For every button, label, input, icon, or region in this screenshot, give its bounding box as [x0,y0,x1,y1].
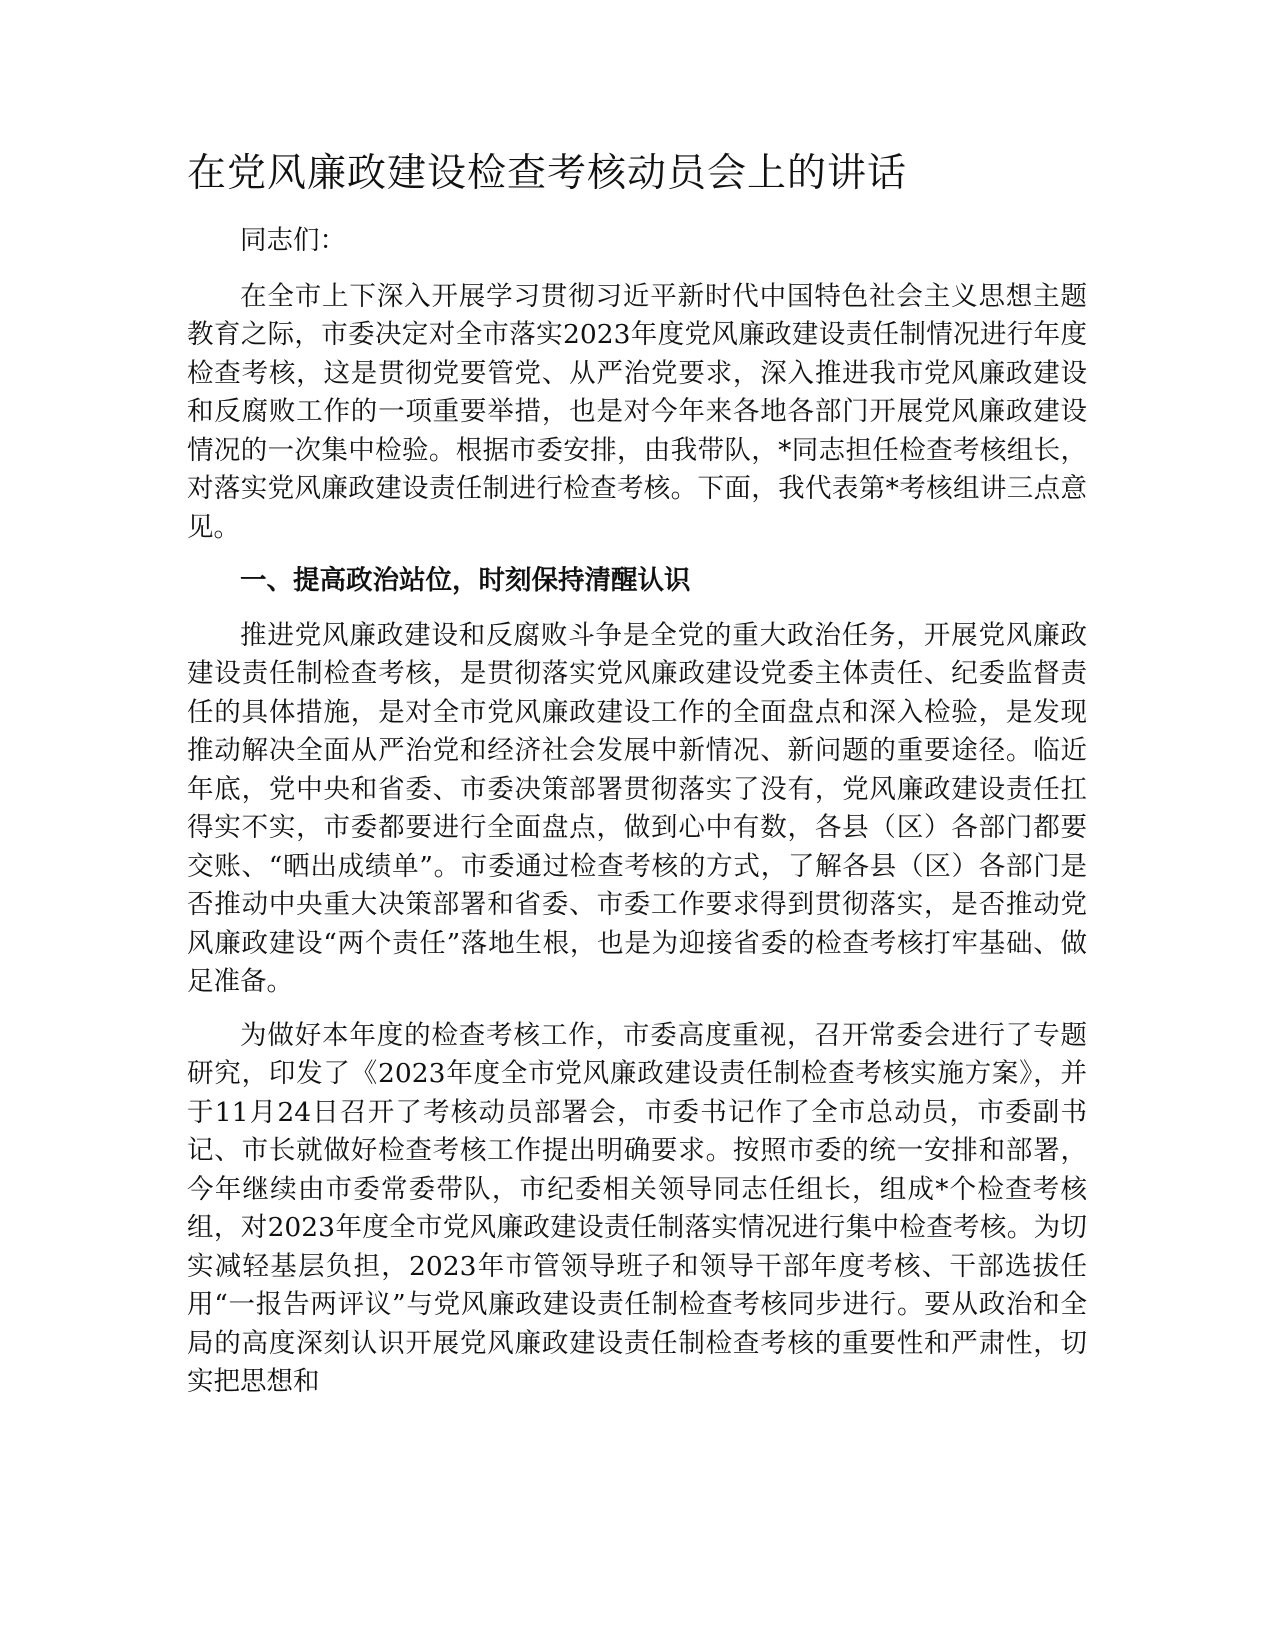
document-page [187,148,1087,1417]
document-title: 在党风廉政建设检查考核动员会上的讲话 [187,151,908,196]
section-1-paragraph-2: 为做好本年度的检查考核工作，市委高度重视，召开常委会进行了专题研究，印发了《2023年度全市党风廉政建设责任制检查考核实施方案》，并于11月24日召开了考核动员部署会，市委书记作了全市总动员，市委副书记、市长就做好检查考核工作提出明确要求。按照市委的统一安排和部署，今年继续由市委常委带队，市纪委相关领导同志任组长，组成*个检查考核组，对2023年度全市党风廉政建设责任制落实情况进行集中检查考核。为切实减轻基层负担，2023年市管领导班子和领导干部年度考核、干部选拔任用“一报告两评议”与党风廉政建设责任制检查考核同步进行。要从政治和全局的高度深刻认识开展党风廉政建设责任制检查考核的重要性和严肃性，切实把思想和 [187,1019,1087,1397]
section-1-heading: 一、提高政治站位，时刻保持清醒认识 [240,565,691,596]
section-1-paragraph-1: 推进党风廉政建设和反腐败斗争是全党的重大政治任务，开展党风廉政建设责任制检查考核，是贯彻落实党风廉政建设党委主体责任、纪委监督责任的具体措施，是对全市党风廉政建设工作的全面盘点和深入检验，是发现推动解决全面从严治党和经济社会发展中新情况、新问题的重要途径。临近年底，党中央和省委、市委决策部署贯彻落实了没有，党风廉政建设责任扛得实不实，市委都要进行全面盘点，做到心中有数，各县（区）各部门都要交账、“晒出成绩单”。市委通过检查考核的方式，了解各县（区）各部门是否推动中央重大决策部署和省委、市委工作要求得到贯彻落实，是否推动党风廉政建设“两个责任”落地生根，也是为迎接省委的检查考核打牢基础、做足准备。 [187,619,1087,997]
salutation: 同志们： [240,225,346,256]
intro-paragraph: 在全市上下深入开展学习贯彻习近平新时代中国特色社会主义思想主题教育之际，市委决定对全市落实2023年度党风廉政建设责任制情况进行年度检查考核，这是贯彻党要管党、从严治党要求，深入推进我市党风廉政建设和反腐败工作的一项重要举措，也是对今年来各地各部门开展党风廉政建设情况的一次集中检验。根据市委安排，由我带队，*同志担任检查考核组长，对落实党风廉政建设责任制进行检查考核。下面，我代表第*考核组讲三点意见。 [187,280,1087,543]
